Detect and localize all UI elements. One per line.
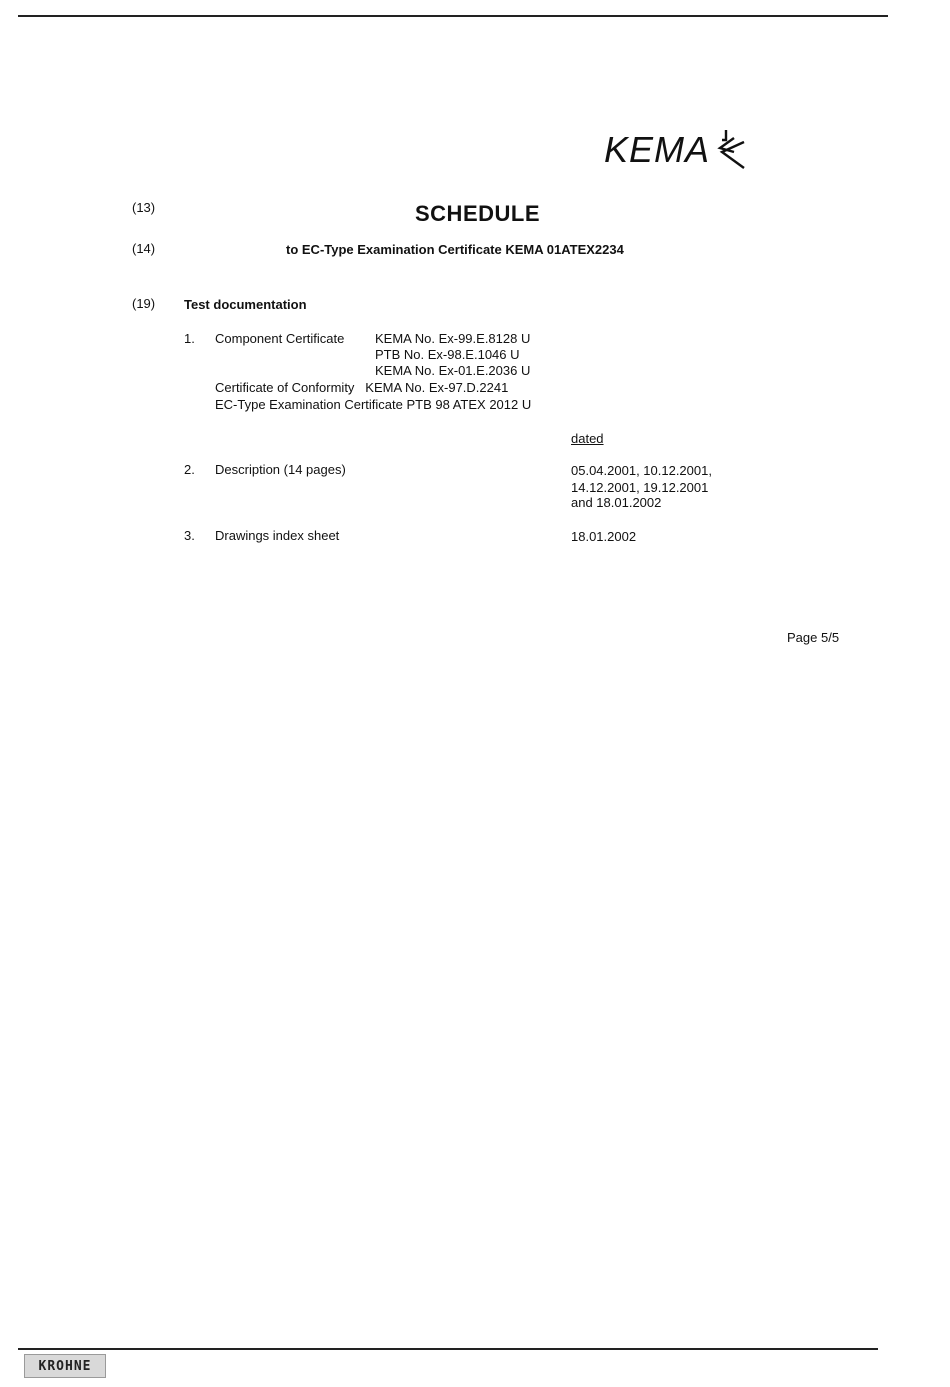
bottom-rule	[18, 1348, 878, 1350]
component-cert-value-1: KEMA No. Ex-99.E.8128 U	[375, 331, 531, 346]
page-number: Page 5/5	[787, 630, 840, 645]
kema-logo	[604, 128, 750, 172]
drawings-index-date: 18.01.2002	[571, 529, 637, 544]
ec-type-certificate: EC-Type Examination Certificate PTB 98 ATEX 2012 U	[215, 397, 532, 412]
dated-column-header: dated	[571, 431, 604, 446]
item-label-drawings-index: Drawings index sheet	[215, 528, 340, 543]
kema-logo-text: KEMA	[604, 129, 711, 170]
item-label-component-certificate: Component Certificate	[215, 331, 345, 346]
description-date-line-2: 14.12.2001, 19.12.2001	[571, 480, 709, 495]
certificate-of-conformity: Certificate of Conformity KEMA No. Ex-97.D.2241	[215, 380, 509, 395]
description-date-line-3: and 18.01.2002	[571, 495, 662, 510]
component-cert-value-3: KEMA No. Ex-01.E.2036 U	[375, 363, 531, 378]
component-cert-value-2: PTB No. Ex-98.E.1046 U	[375, 347, 520, 362]
field-number-13: (13)	[132, 200, 156, 215]
page-title: SCHEDULE	[415, 201, 541, 226]
item-label-description: Description (14 pages)	[215, 462, 346, 477]
item-number-3: 3.	[184, 528, 195, 543]
kema-lightning-icon	[714, 128, 750, 172]
item-number-1: 1.	[184, 331, 195, 346]
top-rule	[18, 15, 888, 17]
krohne-logo: KROHNE	[24, 1354, 106, 1378]
field-number-19: (19)	[132, 296, 156, 311]
description-date-line-1: 05.04.2001, 10.12.2001,	[571, 463, 712, 478]
section-heading: Test documentation	[184, 297, 307, 312]
item-number-2: 2.	[184, 462, 195, 477]
certificate-subtitle: to EC-Type Examination Certificate KEMA 01ATEX2234	[286, 242, 624, 257]
field-number-14: (14)	[132, 241, 156, 256]
